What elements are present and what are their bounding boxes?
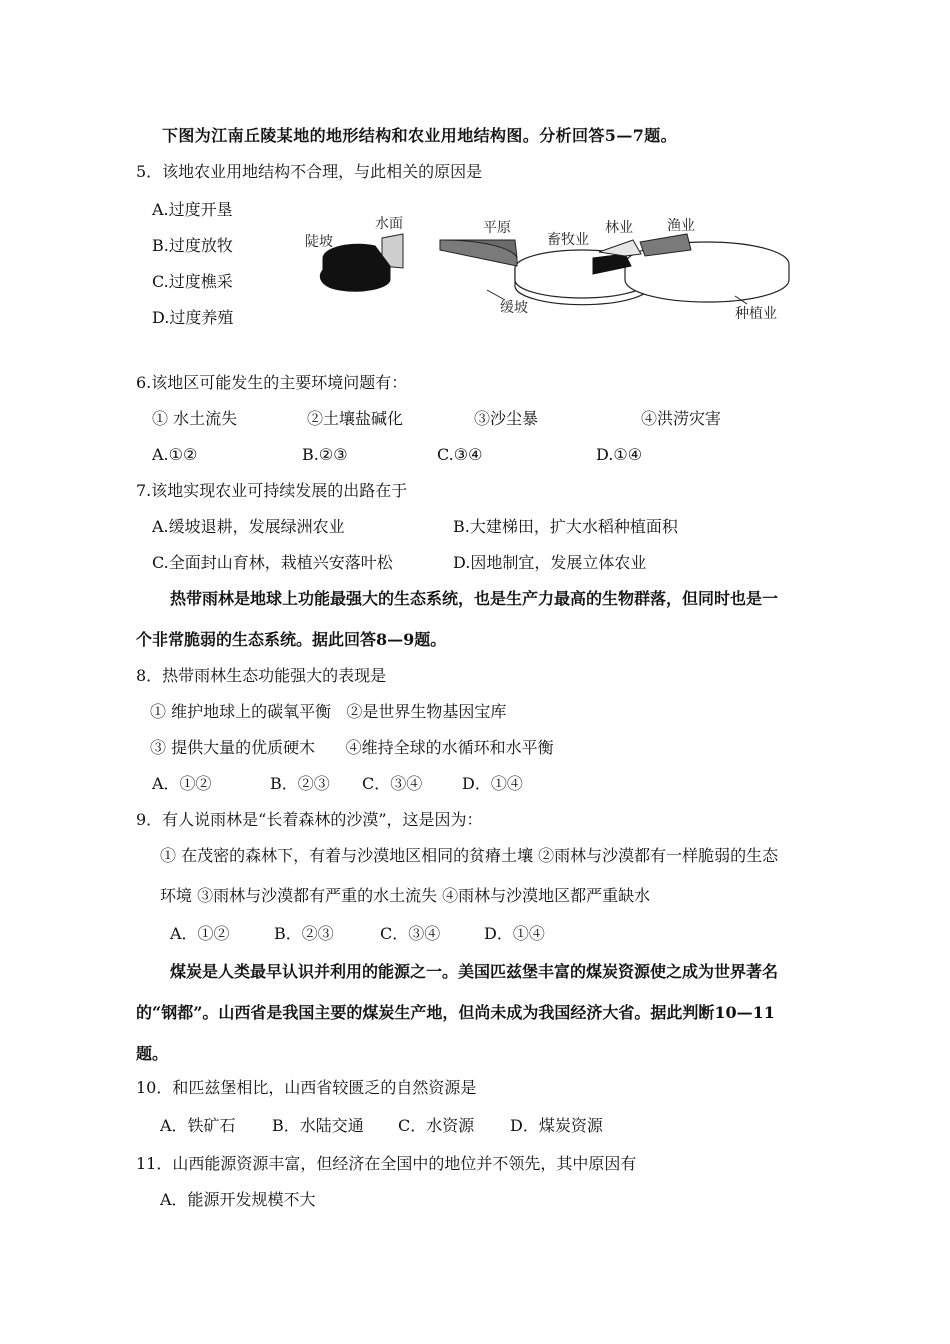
q8-stem: 8．热带雨林生态功能强大的表现是	[136, 666, 387, 685]
q8-option-b: B．②③	[270, 774, 330, 793]
q6-option-c: C.③④	[437, 445, 483, 464]
q9-option-c: C．③④	[380, 924, 441, 943]
label-gentle-slope: 缓坡	[500, 300, 528, 316]
q9-option-d: D．①④	[484, 924, 545, 943]
q8-items-row1: ① 维护地球上的碳氧平衡 ②是世界生物基因宝库	[150, 702, 507, 721]
q6-item-2: ②土壤盐碱化	[307, 409, 404, 428]
intro-10-11-line1: 煤炭是人类最早认识并利用的能源之一。美国匹兹堡丰富的煤炭资源使之成为世界著名	[170, 962, 779, 981]
q6-option-b: B.②③	[302, 445, 348, 464]
q11-option-a: A．能源开发规模不大	[160, 1190, 316, 1209]
q6-option-a: A.①②	[152, 445, 198, 464]
label-crop-farming: 种植业	[735, 306, 777, 322]
q5-option-c: C.过度樵采	[152, 272, 233, 291]
q5-option-d: D.过度养殖	[152, 308, 234, 327]
q6-stem: 6.该地区可能发生的主要环境问题有：	[136, 373, 408, 392]
q10-option-b: B．水陆交通	[272, 1116, 364, 1135]
q7-option-a: A.缓坡退耕，发展绿洲农业	[152, 517, 345, 536]
q7-option-b: B.大建梯田，扩大水稻种植面积	[453, 517, 678, 536]
q9-option-b: B．②③	[274, 924, 334, 943]
label-water: 水面	[375, 216, 403, 232]
q10-stem: 10．和匹兹堡相比，山西省较匮乏的自然资源是	[136, 1078, 477, 1097]
q10-option-a: A．铁矿石	[160, 1116, 236, 1135]
q5-option-a: A.过度开垦	[152, 200, 233, 219]
q6-item-3: ③沙尘暴	[474, 409, 539, 428]
q11-stem: 11．山西能源资源丰富，但经济在全国中的地位并不领先，其中原因有	[136, 1154, 637, 1173]
intro-8-9-line1: 热带雨林是地球上功能最强大的生态系统，也是生产力最高的生物群落，但同时也是一	[170, 589, 779, 608]
pie-slice-steep-slope	[320, 244, 390, 291]
q10-option-d: D．煤炭资源	[510, 1116, 603, 1135]
q8-option-d: D．①④	[462, 774, 523, 793]
label-plain: 平原	[483, 220, 511, 236]
intro-8-9-line2: 个非常脆弱的生态系统。据此回答8—9题。	[136, 630, 447, 649]
q9-option-a: A．①②	[170, 924, 230, 943]
q5-stem: 5．该地农业用地结构不合理，与此相关的原因是	[136, 162, 483, 181]
intro-5-7: 下图为江南丘陵某地的地形结构和农业用地结构图。分析回答5—7题。	[162, 126, 678, 145]
q7-option-d: D.因地制宜，发展立体农业	[453, 553, 647, 572]
q8-items-row2: ③ 提供大量的优质硬木 ④维持全球的水循环和水平衡	[150, 738, 554, 757]
land-structure-figure	[295, 208, 795, 328]
q9-items-line2: 环境 ③雨林与沙漠都有严重的水土流失 ④雨林与沙漠地区都严重缺水	[160, 886, 651, 905]
q9-stem: 9．有人说雨林是“长着森林的沙漠”，这是因为：	[136, 810, 483, 829]
q6-item-1: ① 水土流失	[152, 409, 238, 428]
q5-option-b: B.过度放牧	[152, 236, 233, 255]
q7-option-c: C.全面封山育林，栽植兴安落叶松	[152, 553, 393, 572]
label-forestry: 林业	[605, 220, 633, 236]
label-steep-slope: 陡坡	[305, 234, 333, 250]
q8-option-a: A．①②	[152, 774, 212, 793]
q6-option-d: D.①④	[596, 445, 643, 464]
intro-10-11-line2: 的“钢都”。山西省是我国主要的煤炭生产地，但尚未成为我国经济大省。据此判断10—11	[136, 1003, 775, 1022]
q9-items-line1: ① 在茂密的森林下，有着与沙漠地区相同的贫瘠土壤 ②雨林与沙漠都有一样脆弱的生态	[160, 846, 779, 865]
q10-option-c: C．水资源	[398, 1116, 475, 1135]
intro-10-11-line3: 题。	[136, 1044, 169, 1063]
q6-item-4: ④洪涝灾害	[641, 409, 722, 428]
label-animal-husbandry: 畜牧业	[547, 232, 589, 248]
q8-option-c: C．③④	[362, 774, 423, 793]
label-fishery: 渔业	[667, 218, 695, 234]
q7-stem: 7.该地实现农业可持续发展的出路在于	[136, 481, 408, 500]
